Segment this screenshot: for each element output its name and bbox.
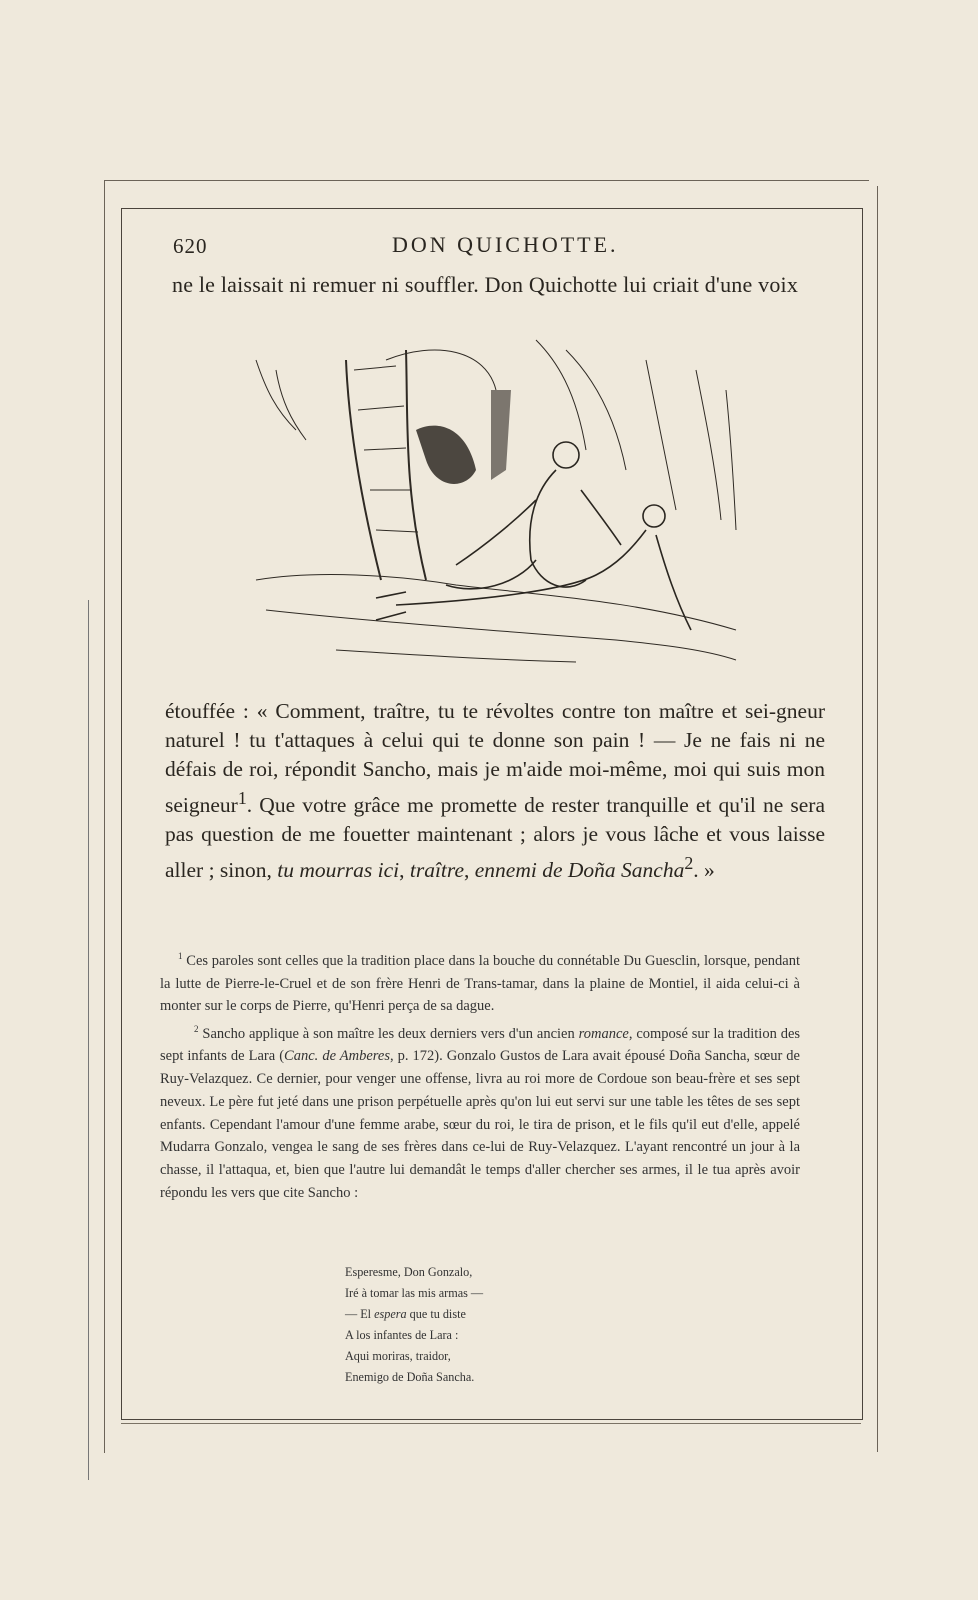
footnote-ref-1: 1 <box>237 788 247 808</box>
body-first-line: ne le laissait ni remuer ni souffler. Don Quichotte lui criait d'une voix <box>172 272 799 297</box>
verse-line: Esperesme, Don Gonzalo, <box>345 1265 473 1279</box>
footnote-1 <box>160 945 800 1018</box>
italic-phrase-3: ennemi de Doña Sancha <box>474 858 685 883</box>
footnote-1-mark: 1 <box>178 951 183 961</box>
footnote-2-text-a: Sancho applique à son maître les deux derniers vers d'un ancien <box>202 1025 575 1042</box>
footnote-2-text-b: , composé sur la tradition des sept infants de Lara ( <box>160 1025 801 1065</box>
footnote-2 <box>160 1018 800 1204</box>
verse-block <box>345 1262 483 1388</box>
verse-line-part: — El <box>345 1307 375 1321</box>
main-paragraph <box>165 697 825 885</box>
outer-border-right <box>877 186 878 1452</box>
italic-phrase-1: tu mourras ici <box>277 858 400 883</box>
verse-line-part: que tu diste <box>406 1307 466 1321</box>
footnote-2-mark: 2 <box>194 1023 199 1034</box>
verse-italic: espera <box>374 1307 407 1321</box>
italic-phrase-2: traître <box>409 858 465 883</box>
footnotes <box>160 945 800 1204</box>
inner-border-shadow <box>121 1423 861 1424</box>
para-mid: . Que votre grâce me promette de rester tranquille et qu'il ne sera pas question de me fouetter maintenant ; alors je vous lâche et vous laisse aller ; sinon, <box>165 793 825 883</box>
verse-line: A los infantes de Lara : <box>345 1328 459 1342</box>
footnote-2-text-c: , p. 172). Gonzalo Gustos de Lara avait épousé Doña Sancha, sœur de Ruy-Velazquez. Ce dernier, pour venger une offense, livra au roi more de Cordoue son beau-frère et ses sept neveux. Le père fut jeté dans une prison perpétuelle après qu'on lui eut servi sur une table les têtes de ses sept enfants. Cependant l'amour d'une femme arabe, sœur du roi, le tira de prison, et le fils qu'il eut d'elle, appelé Mudarra Gonzalo, vengea le sang de ses frères dans ce-lui de Ruy-Velazquez. L'ayant rencontré un jour à la chasse, il l'attaqua, et, bien que l'autre lui demandât le temps d'aller chercher ses armes, il le tua après avoir répondu les vers que cite Sancho : <box>160 1048 800 1201</box>
verse-line: Aqui moriras, traidor, <box>345 1349 451 1363</box>
verse-line <box>345 1304 483 1325</box>
verse-line: Enemigo de Doña Sancha. <box>345 1370 475 1384</box>
page-edge-mark <box>88 600 89 1480</box>
footnote-1-text: Ces paroles sont celles que la tradition place dans la bouche du connétable Du Guesclin, lorsque, pendant la lutte de Pierre-le-Cruel et de son frère Henri de Trans-tamar, dans la plaine de Montiel, il aida celui-ci à monter sur le corps de Pierre, qu'Henri perça de sa dague. <box>160 952 800 1015</box>
verse-line: Iré à tomar las mis armas — <box>345 1286 484 1300</box>
comma: , <box>399 858 405 883</box>
page-number: 620 <box>173 234 208 258</box>
para-end: . » <box>693 858 715 883</box>
para-start: étouffée : « Comment, traître, tu te révoltes contre ton maître et sei-gneur naturel ! tu t'attaques à celui qui te donne son pain ! — Je ne fais ni ne défais de roi, répondit Sancho, mais je m'aide moi-même, moi qui suis mon seigneur <box>165 699 825 818</box>
footnote-2-canc: Canc. de Amberes <box>284 1048 390 1065</box>
comma: , <box>464 858 470 883</box>
footnote-ref-2: 2 <box>684 853 694 874</box>
running-head: DON QUICHOTTE. <box>392 232 619 257</box>
footnote-2-romance: romance <box>578 1025 629 1042</box>
engraving-illustration <box>236 330 758 670</box>
